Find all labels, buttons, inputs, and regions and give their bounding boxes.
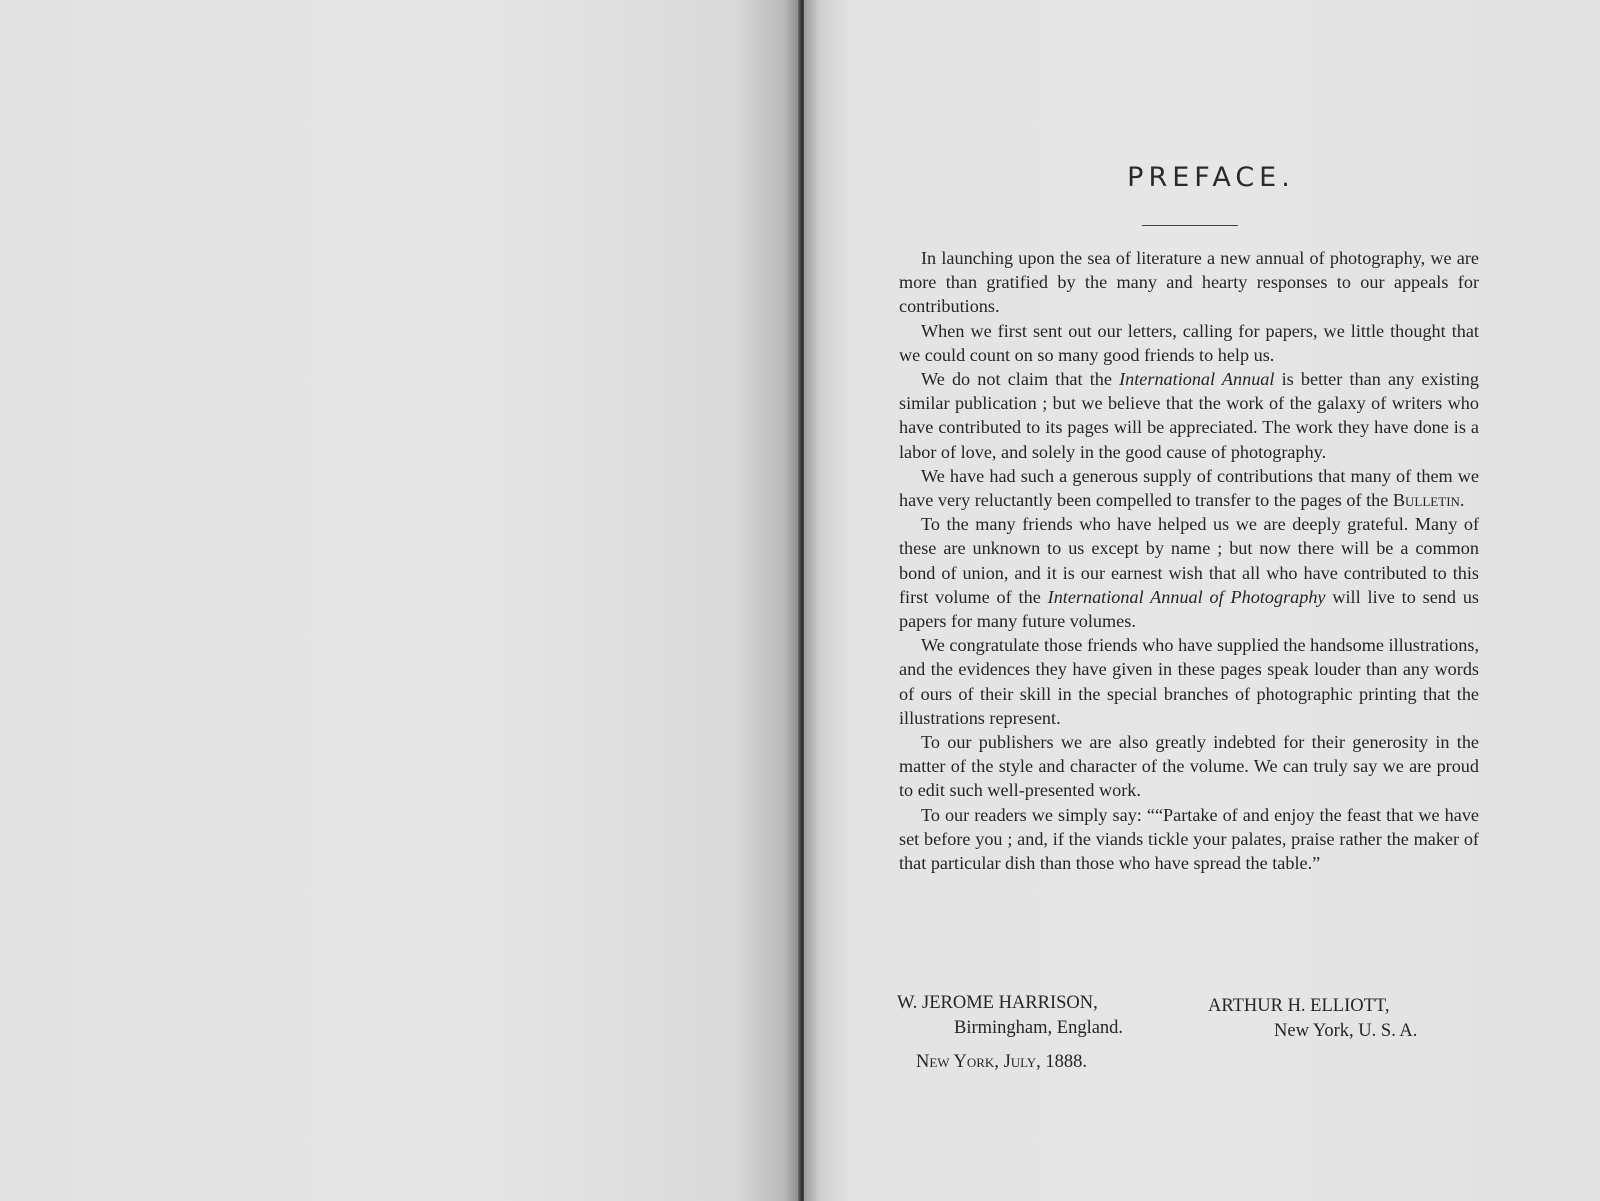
- paragraph: [899, 633, 1479, 730]
- paragraph-text: To our readers we simply say: ““Partake of and enjoy the feast that we have set before you ; and, if the viands tickle your palates, praise rather the maker of that particular dish than those who have spread the table.”: [899, 804, 1479, 874]
- right-page: [804, 0, 1600, 1201]
- page-title: PREFACE.: [1127, 162, 1295, 193]
- title-rule: [1142, 225, 1238, 226]
- paragraph-text: We have had such a generous supply of contributions that many of them we have very reluctantly been compelled to transfer to the pages of the: [899, 465, 1479, 511]
- paragraph: [899, 464, 1479, 512]
- dateline: New York, July, 1888.: [916, 1052, 1088, 1072]
- paragraph-text: will live to send us papers for many future volumes.: [899, 586, 1479, 632]
- signature-right-name: ARTHUR H. ELLIOTT,: [1208, 996, 1390, 1016]
- paragraph: [899, 246, 1479, 319]
- italic-title: International Annual: [1119, 369, 1275, 390]
- paragraph-text: In launching upon the sea of literature a new annual of photography, we are more than gratified by the many and hearty responses to our appeals for contributions.: [899, 248, 1479, 317]
- paragraph-text: We congratulate those friends who have supplied the handsome illustrations, and the evidences they have given in these pages speak louder than any words of ours of their skill in the special branches of photographic printing that the illustrations represent.: [899, 635, 1479, 728]
- signature-left-name: W. JEROME HARRISON,: [897, 993, 1098, 1013]
- paragraph-text: To our publishers we are also greatly indebted for their generosity in the matter of the style and character of the volume. We can truly say we are proud to edit such well-presented work.: [899, 732, 1479, 801]
- smallcaps-title: Bulletin: [1392, 490, 1460, 511]
- signature-left-place: Birmingham, England.: [954, 1018, 1124, 1038]
- paragraph: [899, 730, 1479, 803]
- paragraph: [899, 803, 1479, 876]
- paragraph-text: is better than any existing similar publication ; but we believe that the work of the galaxy of writers who have contributed to its pages will be appreciated. The work they have done is a labor of love, and solely in the good cause of photography.: [899, 369, 1479, 462]
- paragraph: [899, 367, 1479, 464]
- paragraph-text: To the many friends who have helped us we are deeply grateful. Many of these are unknown to us except by name ; but now there will be a common bond of union, and it is our earnest wish that all who have contributed to this first volume of the: [899, 514, 1479, 607]
- paragraph-text: When we first sent out our letters, calling for papers, we little thought that we could count on so many good friends to help us.: [899, 320, 1479, 365]
- paragraph: [899, 512, 1479, 633]
- paragraph-text: We do not claim that the: [921, 369, 1120, 390]
- preface-body: [899, 246, 1479, 875]
- italic-title: International Annual of Photography: [1047, 586, 1326, 607]
- paragraph-text: .: [1459, 490, 1465, 511]
- paragraph: [899, 319, 1479, 367]
- signature-right-place: New York, U. S. A.: [1274, 1021, 1418, 1041]
